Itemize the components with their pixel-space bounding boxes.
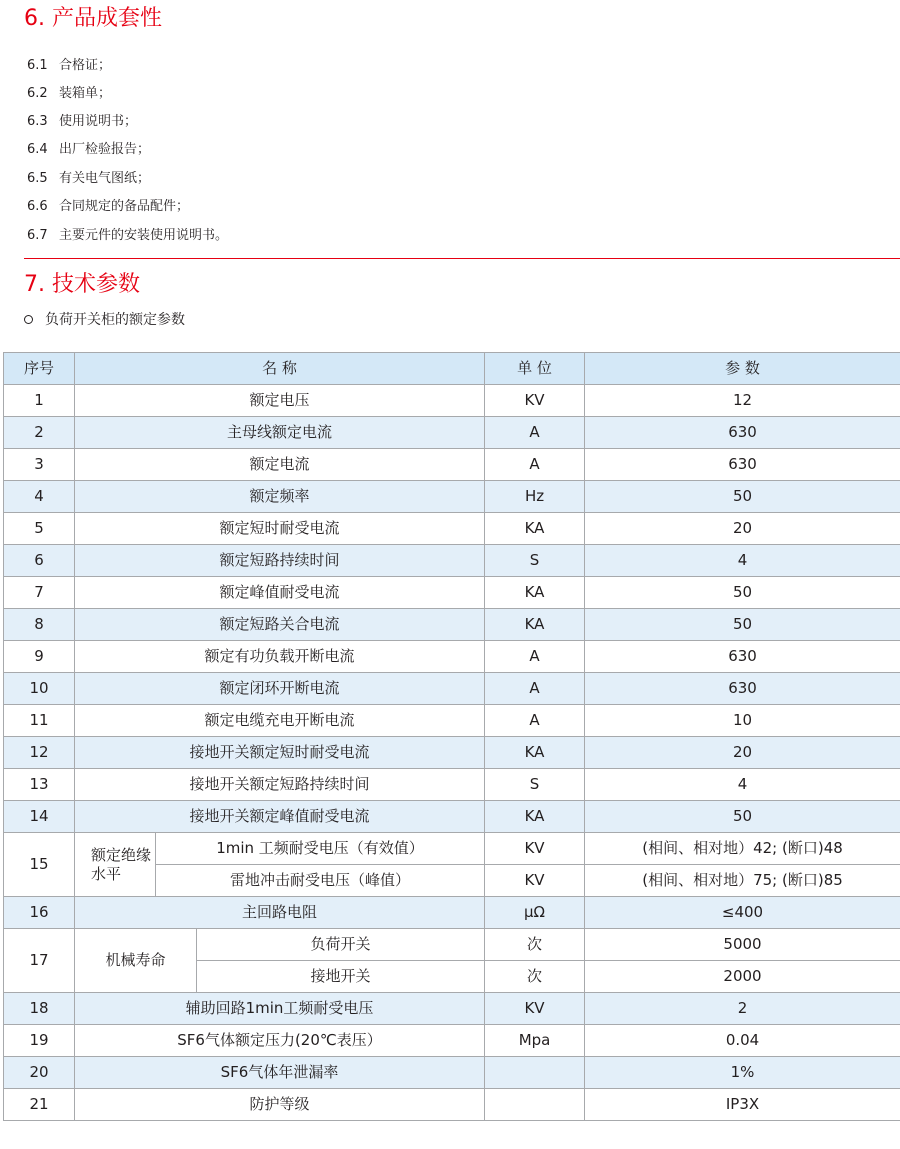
- table-row: [4, 385, 900, 417]
- cell-seq: 14: [4, 801, 75, 833]
- cell-seq: 12: [4, 737, 75, 769]
- cell-name: 负荷开关: [197, 929, 485, 961]
- cell-seq: 15: [4, 833, 75, 897]
- header-unit: 单 位: [485, 353, 585, 385]
- table-header-row: [4, 353, 900, 385]
- cell-name: 额定闭环开断电流: [75, 673, 485, 705]
- cell-seq: 7: [4, 577, 75, 609]
- cell-seq: 16: [4, 897, 75, 929]
- header-name: 名 称: [75, 353, 485, 385]
- cell-unit: [485, 1057, 585, 1089]
- list-item: [27, 59, 111, 72]
- list-item-text: 有关电气图纸；: [59, 171, 151, 186]
- cell-seq: 19: [4, 1025, 75, 1057]
- table-row: [4, 481, 900, 513]
- cell-name: 接地开关额定短路持续时间: [75, 769, 485, 801]
- table-row: [4, 769, 900, 801]
- cell-value: 0.04: [585, 1025, 900, 1057]
- cell-seq: 6: [4, 545, 75, 577]
- list-item-number: 6.3: [27, 114, 48, 129]
- cell-value: 1%: [585, 1057, 900, 1089]
- cell-unit: Hz: [485, 481, 585, 513]
- cell-value: 12: [585, 385, 900, 417]
- cell-unit: A: [485, 449, 585, 481]
- cell-seq: 2: [4, 417, 75, 449]
- section-7-title: 7. 技术参数: [24, 272, 140, 297]
- cell-seq: 18: [4, 993, 75, 1025]
- cell-name: 额定电压: [75, 385, 485, 417]
- cell-unit: Mpa: [485, 1025, 585, 1057]
- cell-value: 630: [585, 449, 900, 481]
- table-row: [4, 513, 900, 545]
- table-row: [4, 577, 900, 609]
- cell-value: 20: [585, 513, 900, 545]
- table-row: [4, 417, 900, 449]
- list-item-text: 主要元件的安装使用说明书。: [59, 228, 229, 243]
- cell-seq: 9: [4, 641, 75, 673]
- cell-unit: KA: [485, 577, 585, 609]
- cell-unit: 次: [485, 929, 585, 961]
- cell-name: 额定频率: [75, 481, 485, 513]
- list-item-text: 合格证；: [59, 58, 112, 73]
- cell-seq: 13: [4, 769, 75, 801]
- cell-seq: 10: [4, 673, 75, 705]
- cell-unit: KA: [485, 801, 585, 833]
- cell-value: 2000: [585, 961, 900, 993]
- cell-name: 主母线额定电流: [75, 417, 485, 449]
- cell-name: 额定短路持续时间: [75, 545, 485, 577]
- cell-value: IP3X: [585, 1089, 900, 1121]
- cell-name: SF6气体年泄漏率: [75, 1057, 485, 1089]
- section-6-title: 6. 产品成套性: [24, 6, 162, 31]
- cell-unit: 次: [485, 961, 585, 993]
- table-row: [4, 641, 900, 673]
- cell-unit: KV: [485, 993, 585, 1025]
- cell-value: ≤400: [585, 897, 900, 929]
- cell-name: 额定短时耐受电流: [75, 513, 485, 545]
- cell-seq: 4: [4, 481, 75, 513]
- table-row: [4, 449, 900, 481]
- header-seq: 序号: [4, 353, 75, 385]
- cell-seq: 17: [4, 929, 75, 993]
- cell-seq: 5: [4, 513, 75, 545]
- table-row: [4, 833, 900, 865]
- list-item-text: 装箱单；: [59, 86, 112, 101]
- circle-bullet-icon: [24, 315, 33, 324]
- cell-value: 50: [585, 481, 900, 513]
- table-row: [4, 705, 900, 737]
- cell-value: 630: [585, 641, 900, 673]
- cell-unit: KV: [485, 385, 585, 417]
- cell-unit: KV: [485, 865, 585, 897]
- cell-unit: μΩ: [485, 897, 585, 929]
- cell-group-label: 额定绝缘水平: [75, 833, 156, 897]
- cell-name: 1min 工频耐受电压（有效值）: [156, 833, 485, 865]
- cell-value: (相间、相对地）75; (断口)85: [585, 865, 900, 897]
- list-item: [27, 143, 150, 156]
- list-item-number: 6.4: [27, 142, 48, 157]
- cell-value: 4: [585, 545, 900, 577]
- cell-unit: KA: [485, 513, 585, 545]
- section-divider: [24, 258, 900, 259]
- table-row: [4, 993, 900, 1025]
- cell-group-label: 机械寿命: [75, 929, 197, 993]
- parameters-table: [3, 352, 900, 1121]
- cell-name: 额定峰值耐受电流: [75, 577, 485, 609]
- cell-seq: 3: [4, 449, 75, 481]
- cell-seq: 20: [4, 1057, 75, 1089]
- list-item-text: 出厂检验报告；: [59, 142, 151, 157]
- list-item-number: 6.7: [27, 228, 48, 243]
- cell-value: 20: [585, 737, 900, 769]
- table-row: [4, 545, 900, 577]
- cell-unit: KA: [485, 609, 585, 641]
- list-item-number: 6.5: [27, 171, 48, 186]
- cell-name: SF6气体额定压力(20℃表压）: [75, 1025, 485, 1057]
- cell-name: 防护等级: [75, 1089, 485, 1121]
- cell-value: 5000: [585, 929, 900, 961]
- list-item-text: 使用说明书；: [59, 114, 138, 129]
- cell-unit: S: [485, 545, 585, 577]
- cell-unit: S: [485, 769, 585, 801]
- table-caption: [24, 313, 185, 327]
- cell-name: 额定电流: [75, 449, 485, 481]
- cell-name: 接地开关额定短时耐受电流: [75, 737, 485, 769]
- table-row: [4, 801, 900, 833]
- table-row: [4, 1025, 900, 1057]
- cell-value: 630: [585, 673, 900, 705]
- table-row: [4, 609, 900, 641]
- cell-name: 接地开关额定峰值耐受电流: [75, 801, 485, 833]
- cell-value: (相间、相对地）42; (断口)48: [585, 833, 900, 865]
- cell-seq: 8: [4, 609, 75, 641]
- cell-name: 辅助回路1min工频耐受电压: [75, 993, 485, 1025]
- cell-name: 接地开关: [197, 961, 485, 993]
- table-row: [4, 1057, 900, 1089]
- list-item: [27, 87, 111, 100]
- table-row: [4, 929, 900, 961]
- list-item-number: 6.2: [27, 86, 48, 101]
- cell-unit: KV: [485, 833, 585, 865]
- list-item: [27, 229, 228, 242]
- cell-name: 主回路电阻: [75, 897, 485, 929]
- table-caption-text: 负荷开关柜的额定参数: [45, 312, 185, 328]
- cell-value: 50: [585, 577, 900, 609]
- header-value: 参 数: [585, 353, 900, 385]
- cell-value: 50: [585, 801, 900, 833]
- cell-seq: 21: [4, 1089, 75, 1121]
- cell-name: 雷地冲击耐受电压（峰值）: [156, 865, 485, 897]
- table-row: [4, 737, 900, 769]
- cell-seq: 1: [4, 385, 75, 417]
- cell-unit: [485, 1089, 585, 1121]
- cell-value: 50: [585, 609, 900, 641]
- list-item: [27, 172, 150, 185]
- cell-unit: KA: [485, 737, 585, 769]
- list-item: [27, 200, 189, 213]
- cell-unit: A: [485, 673, 585, 705]
- cell-name: 额定电缆充电开断电流: [75, 705, 485, 737]
- list-item-number: 6.6: [27, 199, 48, 214]
- cell-value: 10: [585, 705, 900, 737]
- list-item: [27, 115, 137, 128]
- list-item-text: 合同规定的备品配件；: [59, 199, 190, 214]
- cell-name: 额定短路关合电流: [75, 609, 485, 641]
- table-row: [4, 673, 900, 705]
- cell-value: 2: [585, 993, 900, 1025]
- cell-name: 额定有功负载开断电流: [75, 641, 485, 673]
- table-row: [4, 1089, 900, 1121]
- table-row: [4, 897, 900, 929]
- cell-unit: A: [485, 641, 585, 673]
- cell-value: 630: [585, 417, 900, 449]
- cell-seq: 11: [4, 705, 75, 737]
- list-item-number: 6.1: [27, 58, 48, 73]
- cell-unit: A: [485, 417, 585, 449]
- cell-value: 4: [585, 769, 900, 801]
- cell-unit: A: [485, 705, 585, 737]
